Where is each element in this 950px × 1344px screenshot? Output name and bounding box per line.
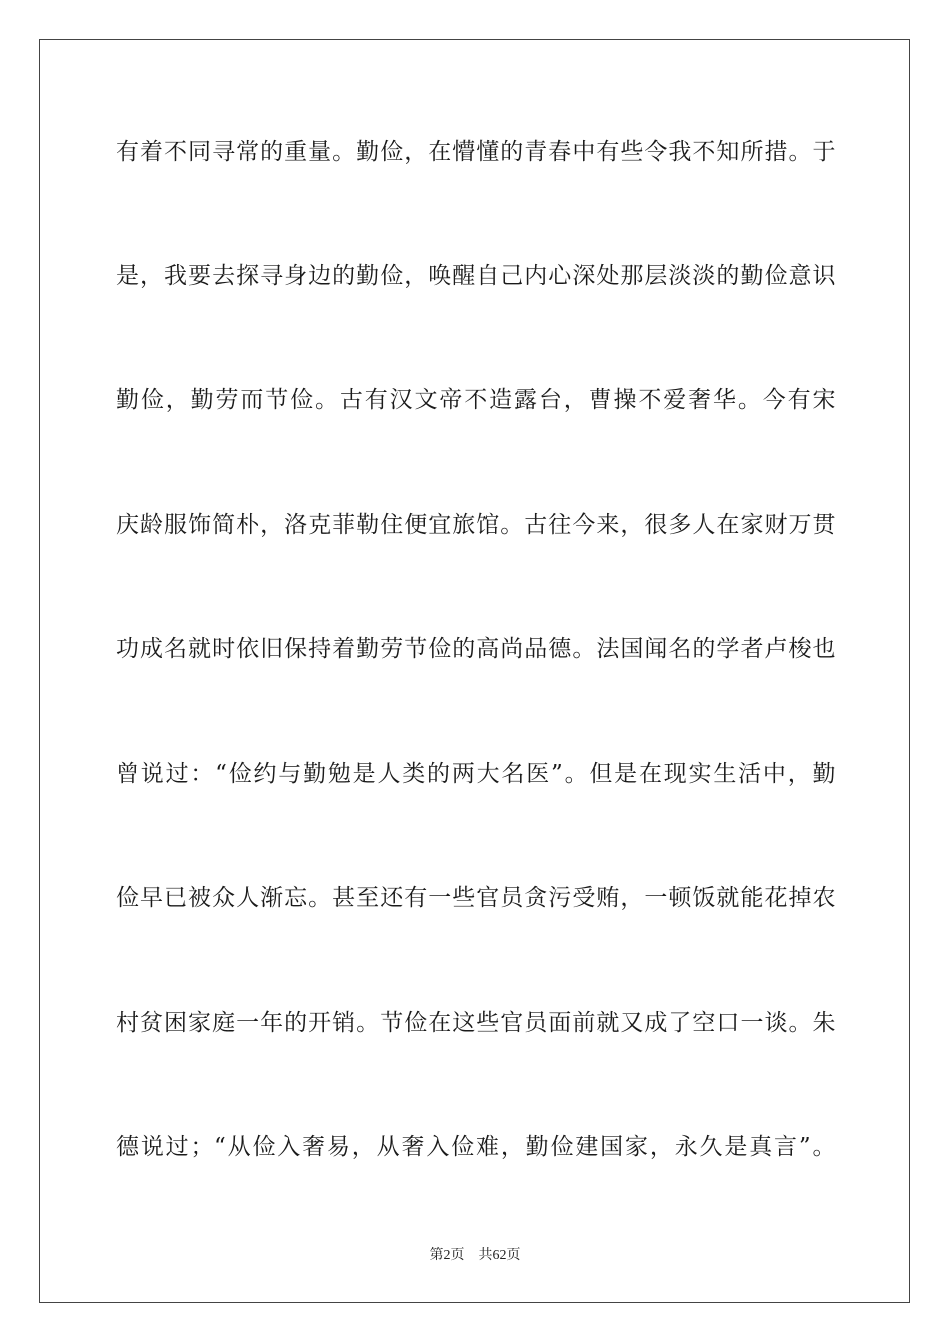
page-footer [0,1246,950,1266]
text-line-3: 勤俭，勤劳而节俭。古有汉文帝不造露台，曹操不爱奢华。今有宋 [116,387,836,413]
text-line-4: 庆龄服饰简朴，洛克菲勒住便宜旅馆。古往今来，很多人在家财万贯 [116,512,836,538]
text-line-6: 曾说过：“俭约与勤勉是人类的两大名医”。但是在现实生活中，勤 [116,761,836,787]
page-total: 共62页 [478,1248,521,1263]
text-line-7: 俭早已被众人渐忘。甚至还有一些官员贪污受贿，一顿饭就能花掉农 [116,885,836,911]
text-line-1: 有着不同寻常的重量。勤俭，在懵懂的青春中有些令我不知所措。于 [116,139,836,165]
text-line-5: 功成名就时依旧保持着勤劳节俭的高尚品德。法国闻名的学者卢梭也 [116,636,836,662]
page-border [39,39,910,1303]
text-line-9: 德说过；“从俭入奢易，从奢入俭难，勤俭建国家，永久是真言”。 [116,1134,836,1160]
page-number: 第2页 [429,1248,465,1263]
text-line-8: 村贫困家庭一年的开销。节俭在这些官员面前就又成了空口一谈。朱 [116,1010,836,1036]
text-line-2: 是，我要去探寻身边的勤俭，唤醒自己内心深处那层淡淡的勤俭意识 [116,263,836,289]
